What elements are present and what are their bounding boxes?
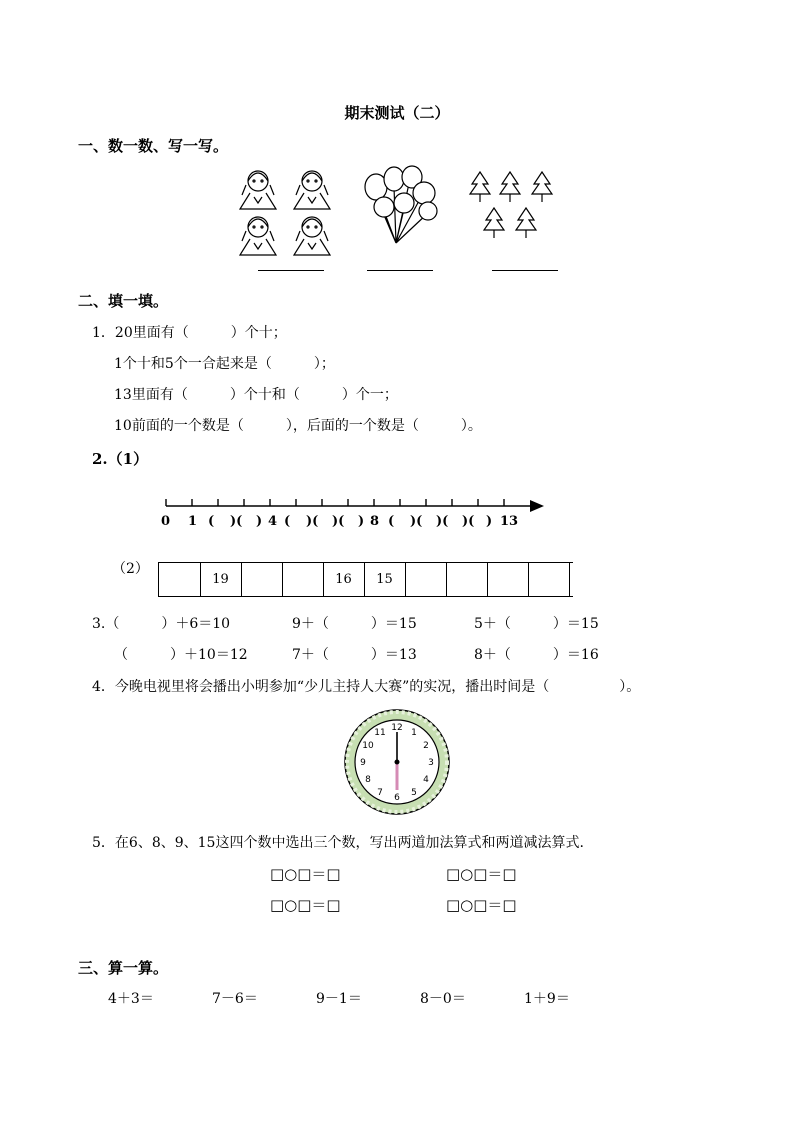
q1-line-2: 1个十和5个一合起来是（ ）； [114,356,335,372]
nl-label: 0 [161,514,171,529]
nl-label: )( [436,514,449,529]
number-line [160,496,546,516]
shape-expr-text: □○□＝□ [446,865,517,883]
q3-r2-b: 7＋（ ）＝13 [292,647,417,663]
q3-r1-a: 3.（ ）＋6＝10 [92,616,231,632]
calc-problem: 7－6＝ [212,991,258,1007]
number-box[interactable]: 16 [323,563,365,596]
calc-problem: 4＋3＝ [108,991,154,1007]
number-box[interactable] [446,563,488,596]
number-box[interactable] [528,563,570,596]
nl-label: ) [486,514,493,529]
shape-expr-2[interactable] [446,863,517,884]
q3-r2-c: 8＋（ ）＝16 [474,647,599,663]
number-box[interactable] [487,563,529,596]
answer-blank-dolls[interactable] [258,270,324,271]
nl-label: ) [358,514,365,529]
q1-line-4: 10前面的一个数是（ ），后面的一个数是（ ）。 [114,418,482,434]
shape-expr-4[interactable] [446,894,517,915]
q3-r1-c: 5＋（ ）＝15 [474,616,599,632]
number-box[interactable] [405,563,447,596]
nl-label: )( [230,514,243,529]
nl-label: 8 [370,514,380,529]
answer-blank-trees[interactable] [492,270,558,271]
shape-expr-text: □○□＝□ [270,896,341,914]
q3-r2-a: （ ）＋10＝12 [114,647,248,663]
clock-number: 11 [374,728,386,738]
nl-label: 1 [188,514,198,529]
clock-number: 6 [394,793,400,803]
balloons-illustration [358,165,440,245]
clock-number: 2 [423,741,429,751]
clock-number: 8 [365,775,371,785]
clock-number: 1 [411,728,417,738]
answer-blank-balloons[interactable] [367,270,433,271]
clock-number: 9 [360,758,366,768]
section-1-heading: 一、数一数、写一写。 [78,137,229,155]
number-box[interactable]: 15 [364,563,406,596]
clock-number: 10 [362,741,374,751]
nl-label: ) [256,514,263,529]
dolls-illustration [232,165,342,261]
nl-label: )( [462,514,475,529]
nl-label: ( [208,514,215,529]
trees-illustration [464,170,564,250]
q2-label: 2.（1） [92,450,149,468]
nl-label: ( [388,514,395,529]
calc-problem: 9－1＝ [316,991,362,1007]
shape-expr-1[interactable] [270,863,341,884]
number-box[interactable]: 19 [200,563,242,596]
shape-expr-text: □○□＝□ [446,896,517,914]
clock-number: 4 [423,775,429,785]
section-3-heading: 三、算一算。 [78,959,169,977]
nl-label: 4 [268,514,278,529]
shape-expr-text: □○□＝□ [270,865,341,883]
clock-number: 7 [377,788,383,798]
number-box[interactable] [241,563,283,596]
clock-icon [343,708,451,816]
shape-expr-3[interactable] [270,894,341,915]
calc-problem: 1＋9＝ [524,991,570,1007]
nl-label: )( [332,514,345,529]
section-2-heading: 二、填一填。 [78,292,169,310]
q4-text: 4．今晚电视里将会播出小明参加“少儿主持人大赛”的实况，播出时间是（ ）。 [92,679,641,695]
number-box[interactable] [282,563,324,596]
q1-line-3: 13里面有（ ）个十和（ ）个一； [114,387,398,403]
nl-label: 13 [500,514,519,529]
nl-label: ( [284,514,291,529]
q2-part2-label: （2） [112,561,149,577]
nl-label: )( [306,514,319,529]
nl-label: )( [410,514,423,529]
q3-r1-b: 9＋（ ）＝15 [292,616,417,632]
q5-text: 5．在6、8、9、15这四个数中选出三个数，写出两道加法算式和两道减法算式. [92,835,584,851]
calc-problem: 8－0＝ [420,991,466,1007]
clock-number: 12 [391,723,403,733]
number-boxes [158,562,573,597]
number-box[interactable] [159,563,201,596]
clock-number: 5 [411,788,417,798]
clock-number: 3 [428,758,434,768]
q1-line-1: 1．20里面有（ ）个十； [92,325,287,341]
number-line-labels [160,514,540,532]
page-title: 期末测试（二） [344,104,450,122]
